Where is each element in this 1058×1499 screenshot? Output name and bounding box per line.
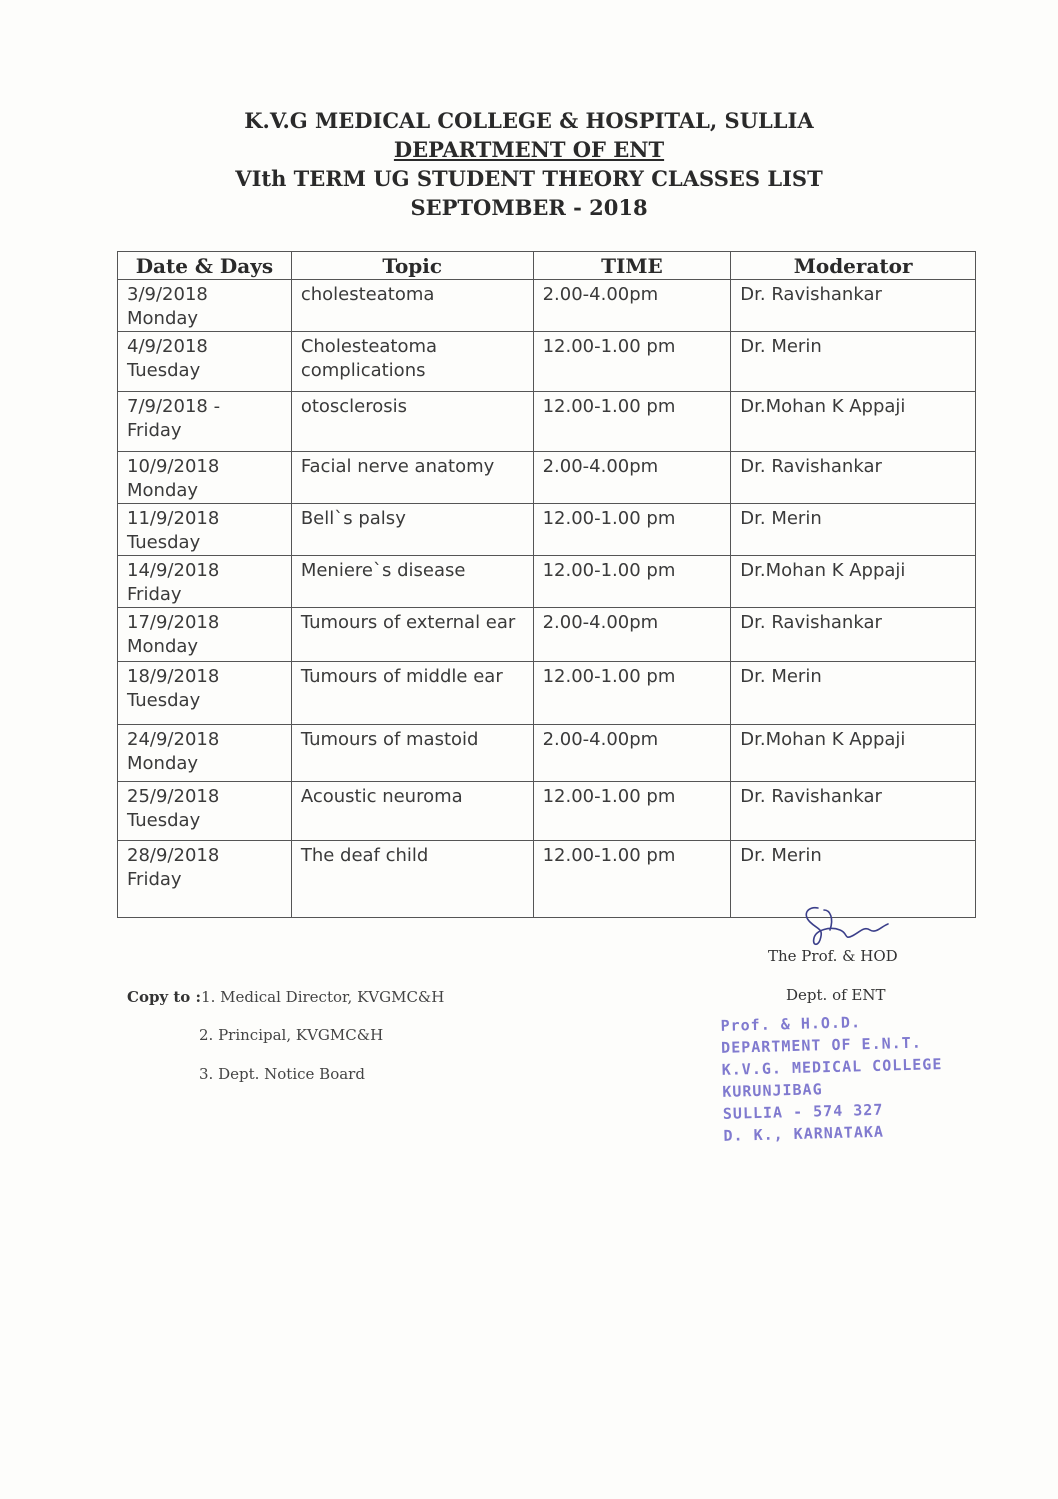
- table-row: [118, 725, 976, 782]
- cell-date: 11/9/2018: [127, 508, 220, 529]
- cell-day: Tuesday: [127, 532, 201, 553]
- cell-day: Monday: [127, 636, 199, 657]
- cell-date-day: [118, 280, 292, 332]
- cell-date: 17/9/2018: [127, 612, 220, 633]
- cell-date: 3/9/2018: [127, 284, 208, 305]
- cell-day: Tuesday: [127, 360, 201, 381]
- table-row: [118, 556, 976, 608]
- list-title: VIth TERM UG STUDENT THEORY CLASSES LIST: [235, 166, 823, 191]
- cell-topic: Tumours of mastoid: [291, 725, 533, 782]
- cell-date: 25/9/2018: [127, 786, 220, 807]
- cell-day: Tuesday: [127, 690, 201, 711]
- cell-time: 12.00-1.00 pm: [533, 662, 731, 725]
- table-row: [118, 452, 976, 504]
- header-date-days: Date & Days: [118, 252, 292, 280]
- cell-moderator: Dr. Ravishankar: [731, 280, 976, 332]
- cell-time: 2.00-4.00pm: [533, 280, 731, 332]
- cell-moderator: Dr. Merin: [731, 841, 976, 918]
- cell-date-day: [118, 504, 292, 556]
- cell-time: 2.00-4.00pm: [533, 608, 731, 662]
- header-time: TIME: [533, 252, 731, 280]
- cell-topic: Bell`s palsy: [291, 504, 533, 556]
- cell-date-day: [118, 392, 292, 452]
- stamp-line: SULLIA - 574 327: [722, 1100, 884, 1123]
- cell-topic: Facial nerve anatomy: [291, 452, 533, 504]
- cell-date-day: [118, 782, 292, 841]
- cell-time: 2.00-4.00pm: [533, 725, 731, 782]
- copy-item-3: 3. Dept. Notice Board: [199, 1065, 365, 1083]
- table-row: [118, 280, 976, 332]
- signatory-dept: Dept. of ENT: [786, 986, 886, 1004]
- cell-date: 28/9/2018: [127, 845, 220, 866]
- cell-moderator: Dr. Merin: [731, 504, 976, 556]
- cell-date: 24/9/2018: [127, 729, 220, 750]
- cell-topic: Tumours of external ear: [291, 608, 533, 662]
- cell-moderator: Dr. Merin: [731, 662, 976, 725]
- header-topic: Topic: [291, 252, 533, 280]
- cell-date: 7/9/2018 -: [127, 396, 221, 417]
- cell-topic: Cholesteatoma complications: [291, 332, 533, 392]
- cell-day: Monday: [127, 480, 199, 501]
- cell-day: Friday: [127, 420, 182, 441]
- stamp-line: DEPARTMENT OF E.N.T.: [720, 1033, 922, 1057]
- cell-date: 10/9/2018: [127, 456, 220, 477]
- cell-date-day: [118, 725, 292, 782]
- list-month: SEPTOMBER - 2018: [410, 195, 648, 220]
- cell-moderator: Dr.Mohan K Appaji: [731, 725, 976, 782]
- cell-topic: Acoustic neuroma: [291, 782, 533, 841]
- cell-moderator: Dr. Ravishankar: [731, 452, 976, 504]
- table-row: [118, 504, 976, 556]
- department-stamp: [720, 1009, 944, 1147]
- college-name: K.V.G MEDICAL COLLEGE & HOSPITAL, SULLIA: [244, 108, 814, 133]
- table-row: [118, 782, 976, 841]
- cell-time: 12.00-1.00 pm: [533, 841, 731, 918]
- department-name: DEPARTMENT OF ENT: [393, 137, 665, 162]
- cell-moderator: Dr. Merin: [731, 332, 976, 392]
- cell-moderator: Dr. Ravishankar: [731, 608, 976, 662]
- cell-topic: Meniere`s disease: [291, 556, 533, 608]
- table-row: [118, 392, 976, 452]
- copy-to-label: Copy to :: [127, 988, 202, 1006]
- cell-date-day: [118, 452, 292, 504]
- document-header: [0, 106, 1058, 222]
- cell-date: 14/9/2018: [127, 560, 220, 581]
- table-header-row: [118, 252, 976, 280]
- table-row: [118, 608, 976, 662]
- cell-date-day: [118, 841, 292, 918]
- cell-time: 12.00-1.00 pm: [533, 556, 731, 608]
- cell-topic: otosclerosis: [291, 392, 533, 452]
- copy-item-2: 2. Principal, KVGMC&H: [199, 1026, 384, 1044]
- cell-date-day: [118, 556, 292, 608]
- stamp-line: K.V.G. MEDICAL COLLEGE: [721, 1055, 943, 1079]
- header-moderator: Moderator: [731, 252, 976, 280]
- stamp-line: Prof. & H.O.D.: [720, 1013, 862, 1035]
- cell-time: 12.00-1.00 pm: [533, 332, 731, 392]
- signatory-title: The Prof. & HOD: [768, 947, 898, 965]
- cell-day: Friday: [127, 869, 182, 890]
- cell-date: 18/9/2018: [127, 666, 220, 687]
- cell-day: Monday: [127, 308, 199, 329]
- cell-moderator: Dr.Mohan K Appaji: [731, 392, 976, 452]
- cell-date: 4/9/2018: [127, 336, 208, 357]
- stamp-line: D. K., KARNATAKA: [723, 1122, 885, 1145]
- cell-topic: cholesteatoma: [291, 280, 533, 332]
- stamp-line: KURUNJIBAG: [722, 1080, 823, 1101]
- cell-day: Friday: [127, 584, 182, 605]
- schedule-table: [117, 251, 976, 918]
- cell-time: 12.00-1.00 pm: [533, 392, 731, 452]
- cell-time: 2.00-4.00pm: [533, 452, 731, 504]
- copy-item-1: 1. Medical Director, KVGMC&H: [201, 988, 445, 1006]
- cell-date-day: [118, 662, 292, 725]
- cell-topic: Tumours of middle ear: [291, 662, 533, 725]
- cell-time: 12.00-1.00 pm: [533, 782, 731, 841]
- cell-moderator: Dr.Mohan K Appaji: [731, 556, 976, 608]
- table-row: [118, 332, 976, 392]
- cell-date-day: [118, 608, 292, 662]
- cell-day: Tuesday: [127, 810, 201, 831]
- copy-to: [127, 988, 444, 1006]
- table-row: [118, 662, 976, 725]
- cell-moderator: Dr. Ravishankar: [731, 782, 976, 841]
- cell-date-day: [118, 332, 292, 392]
- cell-day: Monday: [127, 753, 199, 774]
- cell-topic: The deaf child: [291, 841, 533, 918]
- cell-time: 12.00-1.00 pm: [533, 504, 731, 556]
